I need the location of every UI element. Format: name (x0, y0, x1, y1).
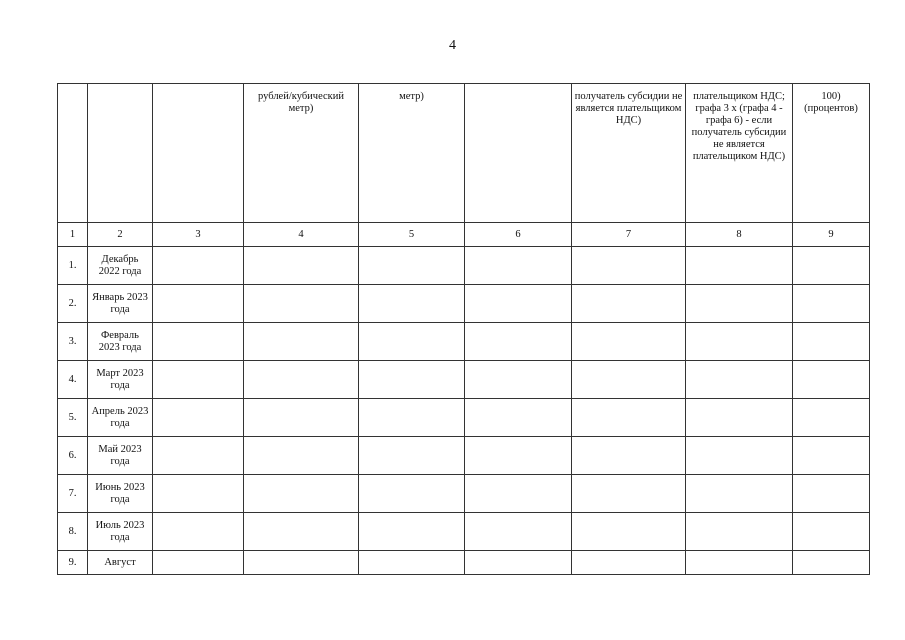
empty-cell (359, 513, 465, 551)
table-header-row (58, 84, 870, 223)
empty-cell (793, 513, 870, 551)
column-number: 1 (58, 223, 88, 247)
empty-cell (153, 323, 244, 361)
empty-cell (465, 437, 572, 475)
table-row (58, 285, 870, 323)
column-number: 9 (793, 223, 870, 247)
empty-cell (686, 323, 793, 361)
row-number: 5. (58, 399, 88, 437)
empty-cell (465, 323, 572, 361)
period-cell: Февраль 2023 года (88, 323, 153, 361)
empty-cell (572, 437, 686, 475)
period-cell: Декабрь 2022 года (88, 247, 153, 285)
header-cell: 100) (процентов) (793, 84, 870, 223)
empty-cell (686, 361, 793, 399)
empty-cell (793, 285, 870, 323)
header-cell (88, 84, 153, 223)
empty-cell (572, 475, 686, 513)
empty-cell (359, 437, 465, 475)
period-cell: Июль 2023 года (88, 513, 153, 551)
column-number: 3 (153, 223, 244, 247)
empty-cell (359, 323, 465, 361)
empty-cell (359, 475, 465, 513)
table-row (58, 247, 870, 285)
empty-cell (793, 551, 870, 575)
subsidy-calculation-table (57, 83, 870, 575)
empty-cell (465, 551, 572, 575)
empty-cell (686, 437, 793, 475)
empty-cell (153, 399, 244, 437)
header-cell (58, 84, 88, 223)
row-number: 9. (58, 551, 88, 575)
empty-cell (465, 475, 572, 513)
empty-cell (153, 361, 244, 399)
empty-cell (359, 247, 465, 285)
column-number: 8 (686, 223, 793, 247)
empty-cell (244, 323, 359, 361)
row-number: 6. (58, 437, 88, 475)
table-row (58, 323, 870, 361)
empty-cell (572, 551, 686, 575)
empty-cell (244, 361, 359, 399)
period-cell: Март 2023 года (88, 361, 153, 399)
empty-cell (244, 551, 359, 575)
empty-cell (572, 285, 686, 323)
empty-cell (244, 247, 359, 285)
column-number: 2 (88, 223, 153, 247)
row-number: 2. (58, 285, 88, 323)
empty-cell (244, 437, 359, 475)
empty-cell (572, 247, 686, 285)
empty-cell (572, 361, 686, 399)
column-number: 5 (359, 223, 465, 247)
table-row (58, 475, 870, 513)
empty-cell (686, 475, 793, 513)
empty-cell (686, 285, 793, 323)
empty-cell (244, 513, 359, 551)
empty-cell (153, 247, 244, 285)
empty-cell (793, 475, 870, 513)
period-cell: Июнь 2023 года (88, 475, 153, 513)
empty-cell (572, 399, 686, 437)
empty-cell (793, 247, 870, 285)
empty-cell (572, 513, 686, 551)
empty-cell (153, 437, 244, 475)
empty-cell (153, 551, 244, 575)
table-row (58, 513, 870, 551)
row-number: 3. (58, 323, 88, 361)
empty-cell (244, 475, 359, 513)
header-cell: метр) (359, 84, 465, 223)
empty-cell (359, 285, 465, 323)
empty-cell (359, 551, 465, 575)
empty-cell (686, 551, 793, 575)
period-cell: Январь 2023 года (88, 285, 153, 323)
header-cell: получатель субсидии не является плательщиком НДС) (572, 84, 686, 223)
table-row (58, 361, 870, 399)
empty-cell (359, 399, 465, 437)
column-number-row (58, 223, 870, 247)
period-cell: Август (88, 551, 153, 575)
row-number: 7. (58, 475, 88, 513)
empty-cell (793, 361, 870, 399)
column-number: 6 (465, 223, 572, 247)
empty-cell (572, 323, 686, 361)
page-number: 4 (449, 38, 456, 53)
empty-cell (686, 513, 793, 551)
header-cell (465, 84, 572, 223)
empty-cell (793, 437, 870, 475)
table-row (58, 399, 870, 437)
empty-cell (153, 513, 244, 551)
empty-cell (359, 361, 465, 399)
empty-cell (465, 247, 572, 285)
period-cell: Май 2023 года (88, 437, 153, 475)
empty-cell (793, 323, 870, 361)
empty-cell (465, 399, 572, 437)
empty-cell (465, 285, 572, 323)
empty-cell (244, 399, 359, 437)
row-number: 1. (58, 247, 88, 285)
empty-cell (244, 285, 359, 323)
empty-cell (686, 399, 793, 437)
empty-cell (793, 399, 870, 437)
column-number: 4 (244, 223, 359, 247)
header-cell: плательщиком НДС; графа 3 х (графа 4 - графа 6) - если получатель субсидии не является плательщиком НДС) (686, 84, 793, 223)
empty-cell (465, 513, 572, 551)
column-number: 7 (572, 223, 686, 247)
row-number: 4. (58, 361, 88, 399)
table-row (58, 437, 870, 475)
table-row (58, 551, 870, 575)
empty-cell (686, 247, 793, 285)
empty-cell (465, 361, 572, 399)
header-cell: рублей/кубический метр) (244, 84, 359, 223)
header-cell (153, 84, 244, 223)
row-number: 8. (58, 513, 88, 551)
empty-cell (153, 475, 244, 513)
empty-cell (153, 285, 244, 323)
period-cell: Апрель 2023 года (88, 399, 153, 437)
